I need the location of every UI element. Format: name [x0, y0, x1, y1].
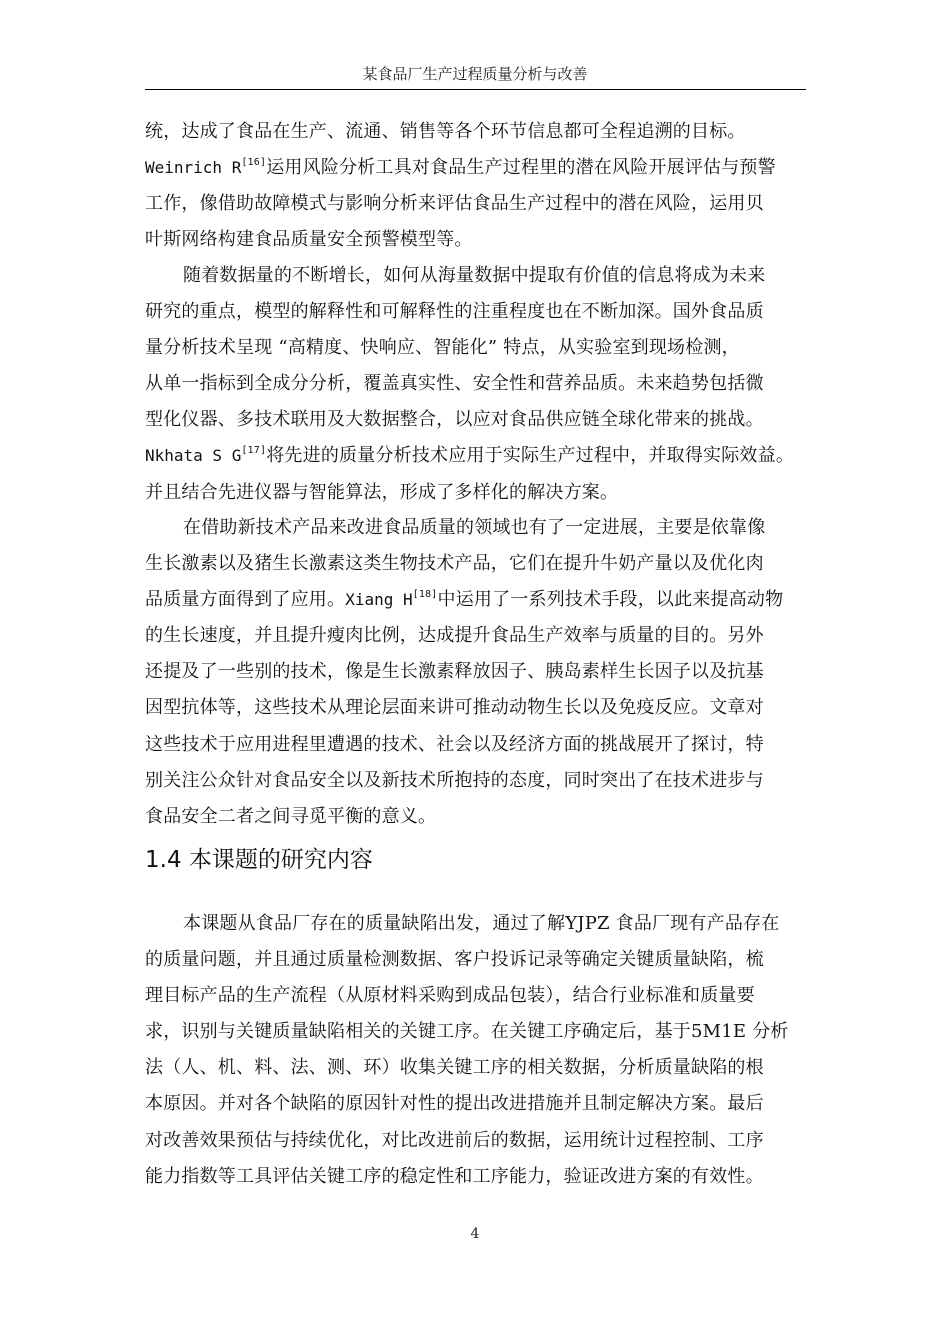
text-line: 法（人、机、料、法、测、环）收集关键工序的相关数据，分析质量缺陷的根 [145, 1057, 764, 1079]
text-line: 型化仪器、多技术联用及大数据整合，以应对食品供应链全球化带来的挑战。 [145, 409, 764, 431]
text-line: 对改善效果预估与持续优化，对比改进前后的数据，运用统计过程控制、工序 [145, 1129, 764, 1151]
citation-author: Xiang H [345, 590, 413, 610]
text-line: 从单一指标到全成分分析，覆盖真实性、安全性和营养品质。未来趋势包括微 [145, 373, 764, 395]
text-run: 品质量方面得到了应用。 [145, 589, 346, 611]
text-line: 随着数据量的不断增长，如何从海量数据中提取有价值的信息将成为未来 [183, 265, 766, 286]
text-line: 生长激素以及猪生长激素这类生物技术产品，它们在提升牛奶产量以及优化肉 [145, 553, 764, 575]
citation-number: [16] [241, 157, 267, 169]
text-line: 理目标产品的生产流程（从原材料采购到成品包装），结合行业标准和质量要 [145, 985, 755, 1007]
paragraph-4 [145, 906, 817, 1195]
paragraph-2 [145, 258, 817, 511]
text-line: 研究的重点，模型的解释性和可解释性的注重程度也在不断加深。国外食品质 [145, 301, 764, 323]
text-line: 这些技术于应用进程里遭遇的技术、社会以及经济方面的挑战展开了探讨，特 [145, 733, 764, 755]
text-line: 求，识别与关键质量缺陷相关的关键工序。在关键工序确定后，基于5M1E 分析 [145, 1021, 789, 1043]
text-line: 统，达成了食品在生产、流通、销售等各个环节信息都可全程追溯的目标。 [145, 121, 746, 142]
text-line: 叶斯网络构建食品质量安全预警模型等。 [145, 229, 473, 251]
running-header-title: 某食品厂生产过程质量分析与改善 [362, 65, 588, 83]
citation-author: Weinrich R [145, 158, 242, 178]
text-run: 运用风险分析工具对食品生产过程里的潜在风险开展评估与预警 [266, 157, 776, 179]
citation-number: [17] [241, 445, 267, 457]
text-line: 因型抗体等，这些技术从理论层面来讲可推动动物生长以及免疫反应。文章对 [145, 697, 764, 719]
text-line: 本原因。并对各个缺陷的原因针对性的提出改进措施并且制定解决方案。最后 [145, 1093, 764, 1115]
paragraph-1 [145, 114, 817, 258]
text-line: 本课题从食品厂存在的质量缺陷出发，通过了解YJPZ 食品厂现有产品存在 [183, 913, 780, 934]
citation-number: [18] [412, 589, 438, 601]
citation-author: Nkhata S G [145, 446, 242, 466]
header-rule [145, 89, 806, 90]
text-line: 的生长速度，并且提升瘦肉比例，达成提升食品生产效率与质量的目的。另外 [145, 625, 764, 647]
text-line: 工作，像借助故障模式与影响分析来评估食品生产过程中的潜在风险，运用贝 [145, 193, 764, 215]
text-line: 别关注公众针对食品安全以及新技术所抱持的态度，同时突出了在技术进步与 [145, 769, 764, 791]
section-heading: 1.4 本课题的研究内容 [145, 847, 373, 873]
text-run: 将先进的质量分析技术应用于实际生产过程中，并取得实际效益。 [266, 445, 795, 467]
text-line: 食品安全二者之间寻觅平衡的意义。 [145, 805, 437, 827]
text-line: 在借助新技术产品来改进食品质量的领域也有了一定进展，主要是依靠像 [183, 517, 766, 538]
text-line: 的质量问题，并且通过质量检测数据、客户投诉记录等确定关键质量缺陷，梳 [145, 949, 764, 971]
text-line: 还提及了一些别的技术，像是生长激素释放因子、胰岛素样生长因子以及抗基 [145, 661, 764, 683]
text-line-with-citation [145, 438, 817, 474]
page-number: 4 [470, 1226, 480, 1242]
text-line: 并且结合先进仪器与智能算法，形成了多样化的解决方案。 [145, 481, 619, 503]
text-line-with-citation [145, 150, 817, 186]
text-line: 能力指数等工具评估关键工序的稳定性和工序能力，验证改进方案的有效性。 [145, 1165, 764, 1187]
paragraph-3 [145, 510, 817, 835]
text-line: 量分析技术呈现 “高精度、快响应、智能化” 特点，从实验室到现场检测， [145, 337, 740, 359]
text-run: 中运用了一系列技术手段，以此来提高动物 [437, 589, 784, 611]
text-line-with-citation [145, 582, 817, 618]
